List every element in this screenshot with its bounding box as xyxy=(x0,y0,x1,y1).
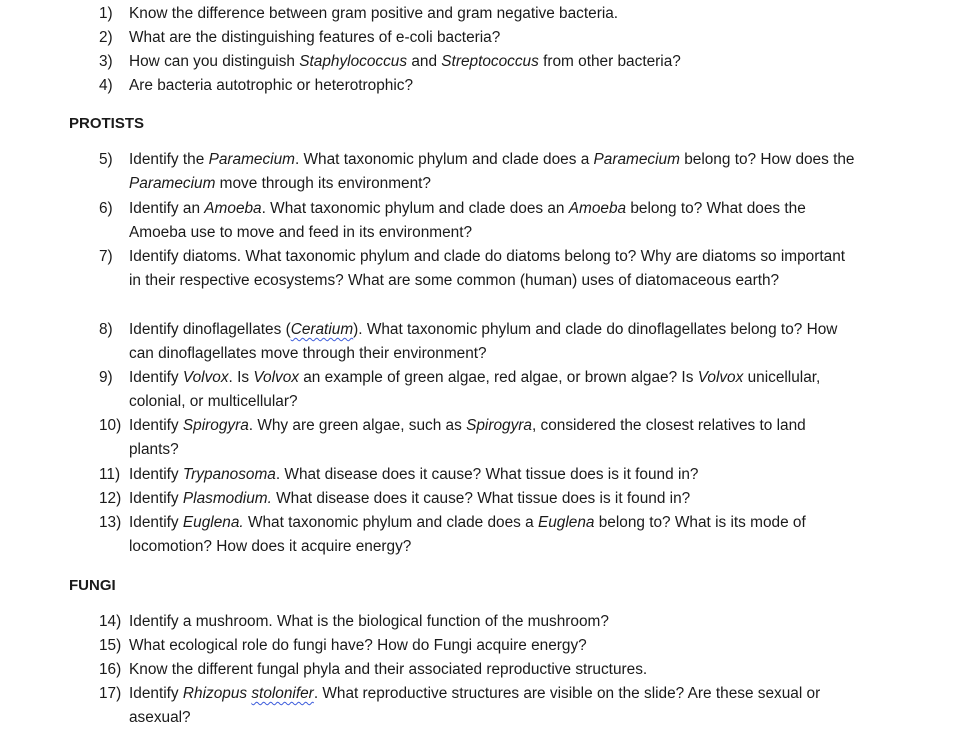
question-number: 9) xyxy=(99,369,113,386)
italic-term: Euglena xyxy=(537,514,595,531)
text-run: What taxonomic phylum and clade does a xyxy=(243,514,538,531)
italic-term: Volvox xyxy=(182,369,229,386)
text-run: What are the distinguishing features of e-coli bacteria? xyxy=(129,29,501,46)
italic-term: Volvox xyxy=(253,369,299,386)
text-run: What ecological role do fungi have? How do Fungi acquire energy? xyxy=(129,637,587,654)
question-10 xyxy=(99,414,859,463)
question-number: 12) xyxy=(99,490,122,507)
question-text xyxy=(129,610,859,634)
question-number: 10) xyxy=(99,417,122,434)
question-number: 13) xyxy=(99,514,122,531)
question-16 xyxy=(99,658,859,682)
text-run: Identify a mushroom. What is the biological function of the mushroom? xyxy=(129,613,609,630)
question-number: 7) xyxy=(99,248,113,265)
question-number: 8) xyxy=(99,321,113,338)
question-number: 14) xyxy=(99,613,122,630)
text-run: from other bacteria? xyxy=(538,53,681,70)
question-text xyxy=(129,197,859,246)
text-run: Identify xyxy=(129,369,183,386)
text-run: Identify xyxy=(129,490,183,507)
text-run: Identify xyxy=(129,417,183,434)
text-run: Identify the xyxy=(129,151,209,168)
question-number: 1) xyxy=(99,5,113,22)
italic-term: Spirogyra xyxy=(466,417,532,434)
text-run: belong to? What does the Amoeba use to move and feed in its environment? xyxy=(129,200,806,242)
question-number: 2) xyxy=(99,29,113,46)
question-text xyxy=(129,366,859,415)
question-9 xyxy=(99,366,859,415)
question-1 xyxy=(99,2,859,26)
question-text xyxy=(129,487,859,511)
question-number: 15) xyxy=(99,637,122,654)
italic-term: Paramecium xyxy=(208,151,295,168)
italic-term: Paramecium xyxy=(593,151,680,168)
text-run: belong to? How does the xyxy=(679,151,855,168)
text-run: move through its environment? xyxy=(215,175,431,193)
question-text xyxy=(129,74,859,98)
question-15 xyxy=(99,634,859,658)
question-text xyxy=(129,26,859,50)
question-text xyxy=(129,634,859,658)
question-11 xyxy=(99,463,859,487)
question-text xyxy=(129,50,859,74)
italic-term: Spirogyra xyxy=(182,417,249,434)
question-13 xyxy=(99,511,859,560)
italic-term: Streptococcus xyxy=(441,53,539,70)
italic-term: Ceratium xyxy=(290,321,354,338)
text-run: unicellular, colonial, or multicellular? xyxy=(129,369,821,411)
question-text xyxy=(129,2,859,26)
text-run: What disease does it cause? What tissue does is it found in? xyxy=(271,490,691,507)
question-text xyxy=(129,148,859,197)
question-number: 11) xyxy=(99,466,121,483)
italic-term: Euglena. xyxy=(182,514,244,531)
question-text xyxy=(129,245,859,294)
text-run: How can you distinguish xyxy=(129,53,300,70)
question-8 xyxy=(99,318,859,367)
text-run: Know the different fungal phyla and their associated reproductive structures. xyxy=(129,661,648,678)
text-run: belong to? What is its mode of locomotion? How does it acquire energy? xyxy=(129,514,806,556)
italic-term: Rhizopus xyxy=(182,685,248,702)
question-2 xyxy=(99,26,859,50)
italic-term: Amoeba xyxy=(568,200,627,217)
text-run: Are bacteria autotrophic or heterotrophic? xyxy=(129,77,414,94)
italic-term: Staphylococcus xyxy=(299,53,408,70)
question-5 xyxy=(99,148,859,197)
italic-term: Volvox xyxy=(697,369,744,386)
italic-term: Amoeba xyxy=(204,200,262,217)
question-text xyxy=(129,318,859,367)
text-run: and xyxy=(407,53,442,70)
question-7 xyxy=(99,245,859,294)
text-run: Know the difference between gram positive and gram negative bacteria. xyxy=(129,5,619,22)
question-text xyxy=(129,463,859,487)
section-heading-fungi: FUNGI xyxy=(69,577,116,594)
text-run: . What disease does it cause? What tissue does is it found in? xyxy=(275,466,699,483)
text-run: Identify xyxy=(129,685,183,702)
italic-term: Trypanosoma xyxy=(182,466,276,483)
text-run: . Is xyxy=(228,369,254,386)
text-run: ). What taxonomic phylum and clade do dinoflagellates belong to? How can dinoflagellates move through their environment? xyxy=(129,321,838,363)
italic-term: stolonifer xyxy=(251,685,314,702)
question-text xyxy=(129,414,859,463)
question-6 xyxy=(99,197,859,246)
text-run: Identify diatoms. What taxonomic phylum and clade do diatoms belong to? Why are diatoms so important in their respective ecosystems? What are some common (human) uses of diatomaceous earth? xyxy=(129,248,846,290)
question-4 xyxy=(99,74,859,98)
question-number: 5) xyxy=(99,151,113,168)
question-number: 4) xyxy=(99,77,113,94)
italic-term: Paramecium xyxy=(129,175,216,193)
text-run: . What taxonomic phylum and clade does an xyxy=(261,200,569,217)
section-heading-protists: PROTISTS xyxy=(69,115,145,132)
question-3 xyxy=(99,50,859,74)
question-12 xyxy=(99,487,859,511)
text-run: Identify dinoflagellates ( xyxy=(129,321,291,338)
text-run: an example of green algae, red algae, or brown algae? Is xyxy=(298,369,698,386)
question-number: 3) xyxy=(99,53,113,70)
question-text xyxy=(129,682,859,731)
italic-term: Plasmodium. xyxy=(182,490,272,507)
text-run: . Why are green algae, such as xyxy=(248,417,467,434)
text-run: , considered the closest relatives to land plants? xyxy=(129,417,806,459)
text-run: Identify an xyxy=(129,200,205,217)
question-17 xyxy=(99,682,859,731)
text-run: . What reproductive structures are visible on the slide? Are these sexual or asexual? xyxy=(129,685,821,727)
question-text xyxy=(129,511,859,560)
question-14 xyxy=(99,610,859,634)
question-number: 6) xyxy=(99,200,113,217)
text-run: Identify xyxy=(129,466,183,483)
question-number: 16) xyxy=(99,661,122,678)
text-run: . What taxonomic phylum and clade does a xyxy=(294,151,594,168)
text-run: Identify xyxy=(129,514,183,531)
question-number: 17) xyxy=(99,685,122,702)
question-text xyxy=(129,658,859,682)
